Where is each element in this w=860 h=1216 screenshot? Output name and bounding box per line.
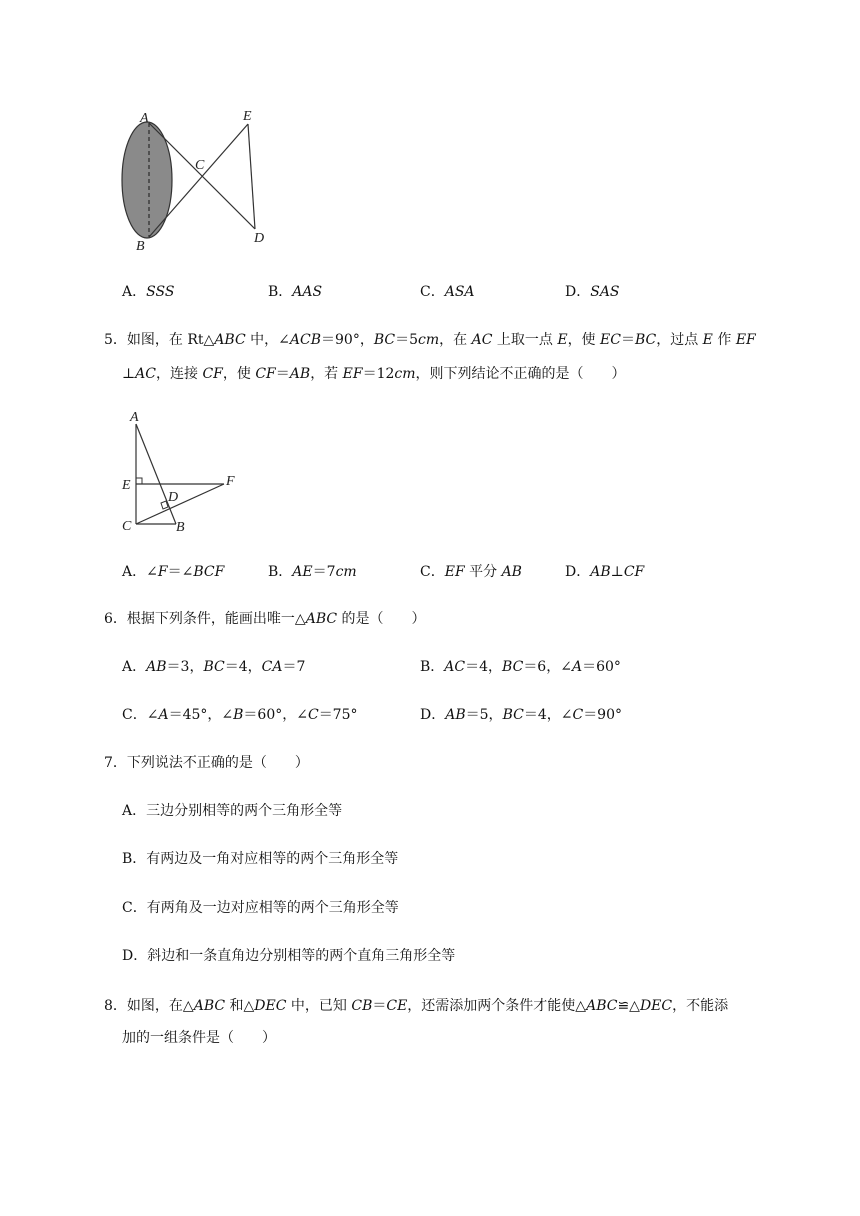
text-segment: DEC: [254, 998, 287, 1014]
q5-option-b-text: [292, 564, 356, 580]
q7-option-b-letter: B．: [122, 851, 147, 867]
text-segment: 根据下列条件，能画出唯一△: [126, 611, 306, 627]
text-segment: cm: [394, 366, 416, 382]
q7-option-d: [122, 946, 455, 966]
text-segment: CE: [386, 998, 408, 1014]
q5-option-d: [565, 562, 644, 582]
q6-stem-text: [127, 611, 426, 627]
q7-option-a-text: 三边分别相等的两个三角形全等: [146, 803, 343, 819]
q4-label-c: C: [195, 158, 205, 173]
q5-number: 5．: [104, 332, 127, 348]
text-segment: EF: [735, 332, 756, 348]
text-segment: ＝4，: [465, 659, 503, 675]
text-segment: ，则下列结论不正确的是（ ）: [415, 366, 626, 382]
q8-line1-text: [127, 998, 728, 1014]
text-segment: ，在: [439, 332, 472, 348]
text-segment: ＝5，: [465, 707, 503, 723]
q5-label-d: D: [168, 490, 179, 505]
q7-number: 7．: [104, 755, 127, 771]
q6-option-b: [420, 657, 621, 677]
text-segment: CA: [261, 659, 283, 675]
q7-option-c-letter: C．: [122, 900, 147, 916]
text-segment: ＝6，∠: [523, 659, 572, 675]
text-segment: ＝4，∠: [523, 707, 573, 723]
q5-option-b-letter: B．: [268, 564, 293, 580]
q5-option-a-text: [146, 564, 224, 580]
q5-option-a-letter: A．: [122, 564, 147, 580]
text-segment: ＝12: [362, 366, 395, 382]
text-segment: AC: [444, 659, 466, 675]
text-segment: ，过点: [656, 332, 703, 348]
q4-label-b: B: [136, 239, 145, 254]
q4-option-b-text: AAS: [292, 284, 323, 300]
text-segment: C: [307, 707, 319, 723]
text-segment: ABC: [193, 998, 226, 1014]
q7-stem-text: 下列说法不正确的是（ ）: [126, 755, 309, 771]
q5-label-c: C: [122, 519, 132, 534]
text-segment: 如图，在 Rt△: [126, 332, 215, 348]
text-segment: ＝7: [312, 564, 336, 580]
q7-option-b-text: 有两边及一角对应相等的两个三角形全等: [146, 851, 399, 867]
text-segment: ＝90°，: [321, 332, 374, 348]
q4-option-d-letter: D．: [565, 284, 591, 300]
text-segment: CB: [351, 998, 373, 1014]
q5-option-d-text: [590, 564, 644, 580]
text-segment: AB: [501, 564, 522, 580]
q5-option-b: [268, 562, 357, 582]
q6-option-c-letter: C．: [122, 707, 147, 723]
text-segment: ABC: [305, 611, 338, 627]
q4-option-a-letter: A．: [122, 284, 147, 300]
text-segment: A: [158, 707, 169, 723]
q7-option-a-letter: A．: [122, 803, 147, 819]
q6-option-a-text: [146, 659, 305, 675]
q6-option-a: [122, 657, 305, 677]
text-segment: EF: [342, 366, 363, 382]
q7-option-a: [122, 801, 342, 821]
text-segment: AB: [445, 707, 466, 723]
text-segment: ＝3，: [166, 659, 204, 675]
text-segment: BC: [502, 707, 524, 723]
text-segment: ∠: [146, 707, 159, 723]
q6-option-d: [420, 705, 622, 725]
text-segment: 上取一点: [492, 332, 558, 348]
q5-option-c-letter: C．: [420, 564, 445, 580]
q4-option-d-text: SAS: [590, 284, 620, 300]
q4-option-c-text: ASA: [444, 284, 475, 300]
text-segment: ≌△: [617, 998, 640, 1014]
q6-option-d-text: [445, 707, 622, 723]
q6-option-c-text: [147, 707, 358, 723]
text-segment: EC: [600, 332, 621, 348]
text-segment: cm: [335, 564, 357, 580]
text-segment: ＝4，: [224, 659, 262, 675]
text-segment: ＝: [620, 332, 635, 348]
text-segment: C: [572, 707, 584, 723]
text-segment: ，连接: [156, 366, 203, 382]
text-segment: E: [557, 332, 568, 348]
text-segment: 中，∠: [245, 332, 290, 348]
text-segment: ∠: [146, 564, 158, 580]
q5-option-c-text: [445, 564, 522, 580]
q5-label-e: E: [122, 478, 131, 493]
q7-option-d-letter: D．: [122, 948, 148, 964]
text-segment: ABC: [586, 998, 618, 1014]
q7-option-c-text: 有两角及一边对应相等的两个三角形全等: [146, 900, 399, 916]
text-segment: cm: [418, 332, 440, 348]
text-segment: B: [233, 707, 244, 723]
text-segment: 中，已知: [286, 998, 352, 1014]
q5-segment-cf: [136, 484, 224, 524]
text-segment: A: [571, 659, 583, 675]
text-segment: ，使: [222, 366, 256, 382]
text-segment: AB: [289, 366, 311, 382]
q6-stem: [104, 609, 426, 629]
text-segment: BC: [373, 332, 396, 348]
q6-number: 6．: [104, 611, 127, 627]
text-segment: BC: [634, 332, 657, 348]
text-segment: ＝∠: [167, 564, 194, 580]
q5-option-c: [420, 562, 522, 582]
q7-option-b: [122, 849, 398, 869]
q5-label-b: B: [176, 520, 185, 535]
text-segment: E: [702, 332, 713, 348]
text-segment: ＝5: [395, 332, 419, 348]
text-segment: ，不能添: [672, 998, 729, 1014]
q4-label-e: E: [243, 109, 252, 124]
text-segment: 作: [712, 332, 736, 348]
text-segment: CF: [623, 564, 645, 580]
q6-option-a-letter: A．: [122, 659, 147, 675]
text-segment: ＝7: [282, 659, 306, 675]
text-segment: ＝: [372, 998, 387, 1014]
text-segment: ＝45°，∠: [168, 707, 234, 723]
q4-label-d: D: [254, 231, 265, 246]
text-segment: DEC: [639, 998, 673, 1014]
q6-option-b-letter: B．: [420, 659, 445, 675]
text-segment: ⊥: [610, 564, 624, 580]
q4-label-a: A: [140, 111, 149, 126]
q4-option-c-letter: C．: [420, 284, 445, 300]
text-segment: AC: [471, 332, 493, 348]
q5-option-d-letter: D．: [565, 564, 591, 580]
q6-option-c: [122, 705, 358, 725]
text-segment: BC: [203, 659, 225, 675]
q8-line2-text: 加的一组条件是（ ）: [122, 1030, 276, 1046]
text-segment: BCF: [193, 564, 225, 580]
q7-option-d-text: 斜边和一条直角边分别相等的两个直角三角形全等: [147, 948, 456, 964]
text-segment: CF: [202, 366, 223, 382]
q5-option-a: [122, 562, 224, 582]
text-segment: 平分: [464, 564, 502, 580]
text-segment: ⊥: [122, 366, 136, 382]
text-segment: AB: [146, 659, 167, 675]
text-segment: ＝: [275, 366, 290, 382]
text-segment: 的是（ ）: [337, 611, 426, 627]
q4-option-a-text: SSS: [146, 284, 175, 300]
text-segment: ＝90°: [583, 707, 623, 723]
q8-stem-line2: [122, 1028, 276, 1048]
text-segment: ABC: [214, 332, 246, 348]
text-segment: ＝60°: [582, 659, 621, 675]
text-segment: F: [157, 564, 168, 580]
text-segment: ACB: [289, 332, 321, 348]
q7-option-c: [122, 898, 399, 918]
text-segment: ，还需添加两个条件才能使△: [407, 998, 587, 1014]
q5-right-angle-e: [136, 478, 142, 484]
text-segment: 如图，在△: [126, 998, 194, 1014]
text-segment: EF: [444, 564, 465, 580]
q6-option-d-letter: D．: [420, 707, 446, 723]
text-segment: ，使: [567, 332, 601, 348]
text-segment: ＝75°: [318, 707, 358, 723]
text-segment: ，若: [310, 366, 343, 382]
q4-option-b-letter: B．: [268, 284, 293, 300]
q6-option-b-text: [444, 659, 621, 675]
text-segment: AB: [590, 564, 611, 580]
q5-label-f: F: [226, 474, 235, 489]
text-segment: ＝60°，∠: [243, 707, 308, 723]
text-segment: BC: [502, 659, 524, 675]
q8-number: 8．: [104, 998, 127, 1014]
text-segment: 和△: [225, 998, 255, 1014]
text-segment: CF: [255, 366, 276, 382]
text-segment: AC: [135, 366, 156, 382]
q5-label-a: A: [130, 410, 139, 425]
text-segment: AE: [292, 564, 313, 580]
q8-stem-line1: [104, 996, 728, 1016]
q7-stem: [104, 753, 309, 773]
